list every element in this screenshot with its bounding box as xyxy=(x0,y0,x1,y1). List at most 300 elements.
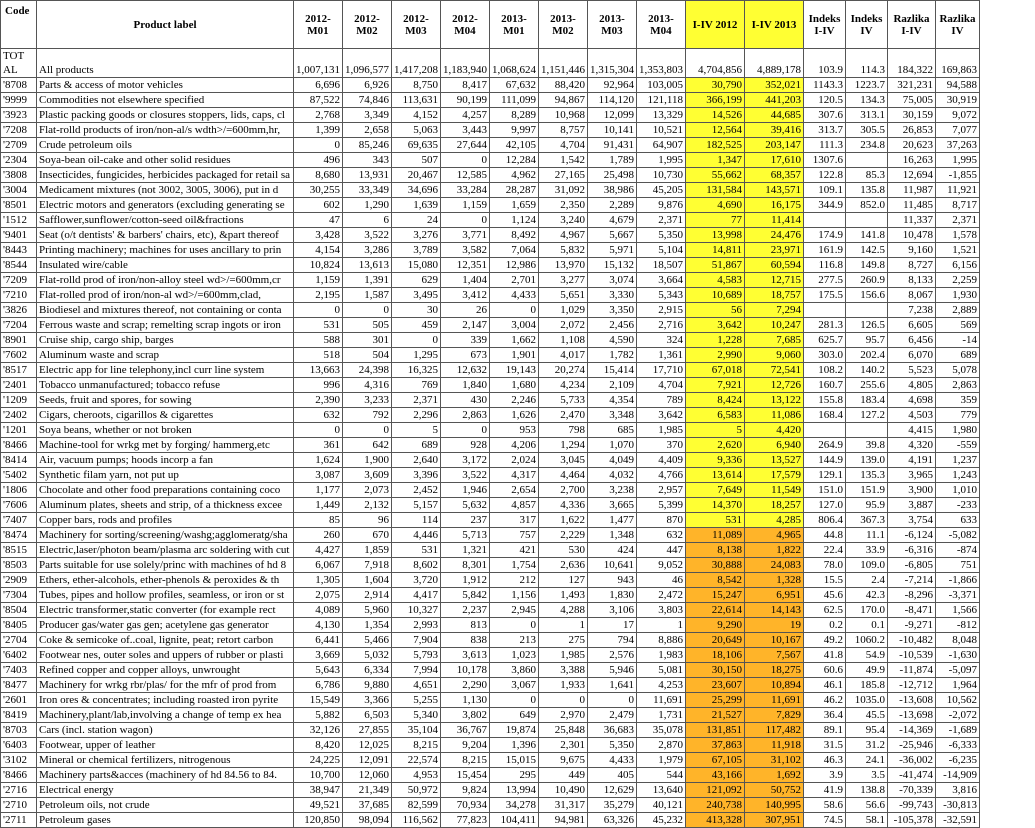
table-row xyxy=(1,483,980,498)
value-cell: 30,159 xyxy=(888,108,936,123)
value-cell: 9,072 xyxy=(936,108,980,123)
value-cell: -36,002 xyxy=(888,753,936,768)
value-cell: -99,743 xyxy=(888,798,936,813)
value-cell: 459 xyxy=(392,318,441,333)
value-cell: 447 xyxy=(637,543,686,558)
period-total-cell: 4,285 xyxy=(745,513,804,528)
value-cell: -812 xyxy=(936,618,980,633)
value-cell: 27,855 xyxy=(343,723,392,738)
value-cell: 11,691 xyxy=(637,693,686,708)
value-cell: 4,032 xyxy=(588,468,637,483)
value-cell: 370 xyxy=(637,438,686,453)
value-cell: 114.3 xyxy=(846,49,888,78)
period-total-cell: 25,299 xyxy=(686,693,745,708)
table-row xyxy=(1,138,980,153)
value-cell: -70,339 xyxy=(888,783,936,798)
period-total-cell: 19 xyxy=(745,618,804,633)
period-total-cell: 441,203 xyxy=(745,93,804,108)
period-total-cell: 55,662 xyxy=(686,168,745,183)
value-cell: 56.6 xyxy=(846,798,888,813)
value-cell: 0 xyxy=(294,423,343,438)
value-cell: 9,204 xyxy=(441,738,490,753)
col-header-highlighted: I-IV 2013 xyxy=(745,1,804,49)
value-cell: 4,320 xyxy=(888,438,936,453)
value-cell: 5,078 xyxy=(936,363,980,378)
value-cell: 2,147 xyxy=(441,318,490,333)
value-cell: 98,094 xyxy=(343,813,392,828)
value-cell: 2,472 xyxy=(637,588,686,603)
value-cell: 1,353,803 xyxy=(637,49,686,78)
value-cell: -8,471 xyxy=(888,603,936,618)
table-row xyxy=(1,768,980,783)
period-total-cell: 4,690 xyxy=(686,198,745,213)
value-cell: 11,337 xyxy=(888,213,936,228)
value-cell: 1223.7 xyxy=(846,78,888,93)
table-row xyxy=(1,573,980,588)
value-cell: 85.3 xyxy=(846,168,888,183)
period-total-cell: 1,328 xyxy=(745,573,804,588)
product-label-cell: Safflower,sunflower/cotton-seed oil&fractions xyxy=(37,213,294,228)
value-cell: 4,415 xyxy=(888,423,936,438)
period-total-cell: 7,685 xyxy=(745,333,804,348)
table-row xyxy=(1,723,980,738)
table-row xyxy=(1,273,980,288)
value-cell: 45.6 xyxy=(804,588,846,603)
value-cell: 12,694 xyxy=(888,168,936,183)
value-cell: 3,754 xyxy=(888,513,936,528)
value-cell: 1,295 xyxy=(392,348,441,363)
value-cell: 135.3 xyxy=(846,468,888,483)
value-cell: 0 xyxy=(294,303,343,318)
period-total-cell: 23,607 xyxy=(686,678,745,693)
value-cell: 63,326 xyxy=(588,813,637,828)
value-cell: -25,946 xyxy=(888,738,936,753)
code-cell: '8901 xyxy=(1,333,37,348)
value-cell: 144.9 xyxy=(804,453,846,468)
table-row xyxy=(1,498,980,513)
value-cell: 34,278 xyxy=(490,798,539,813)
table-row xyxy=(1,93,980,108)
value-cell: 2,470 xyxy=(539,408,588,423)
value-cell: 109.1 xyxy=(804,183,846,198)
value-cell: 156.6 xyxy=(846,288,888,303)
value-cell: 0 xyxy=(343,423,392,438)
period-total-cell: 8,424 xyxy=(686,393,745,408)
value-cell: 260 xyxy=(294,528,343,543)
value-cell: -12,712 xyxy=(888,678,936,693)
value-cell: 1,662 xyxy=(490,333,539,348)
period-total-cell: 9,290 xyxy=(686,618,745,633)
value-cell: -32,591 xyxy=(936,813,980,828)
value-cell: 169,863 xyxy=(936,49,980,78)
period-total-cell: 51,867 xyxy=(686,258,745,273)
code-cell: '8504 xyxy=(1,603,37,618)
value-cell: 1,354 xyxy=(343,618,392,633)
value-cell: 12,351 xyxy=(441,258,490,273)
value-cell: 46.2 xyxy=(804,693,846,708)
product-label-cell: Flat-rolled prod of iron/non-al wd>/=600mm,clad, xyxy=(37,288,294,303)
value-cell: 4,317 xyxy=(490,468,539,483)
value-cell: 27,644 xyxy=(441,138,490,153)
value-cell: 20,274 xyxy=(539,363,588,378)
value-cell: 2,889 xyxy=(936,303,980,318)
value-cell: 202.4 xyxy=(846,348,888,363)
value-cell: 89.1 xyxy=(804,723,846,738)
value-cell: 13,329 xyxy=(637,108,686,123)
value-cell: 4,417 xyxy=(392,588,441,603)
product-label-cell: Footwear nes, outer soles and uppers of rubber or plasti xyxy=(37,648,294,663)
value-cell: 9,675 xyxy=(539,753,588,768)
code-cell: '2709 xyxy=(1,138,37,153)
value-cell: 141.8 xyxy=(846,228,888,243)
code-cell: '8466 xyxy=(1,438,37,453)
value-cell: 70,934 xyxy=(441,798,490,813)
value-cell: 5,793 xyxy=(392,648,441,663)
value-cell: 25,848 xyxy=(539,723,588,738)
value-cell: 1 xyxy=(539,618,588,633)
value-cell: 1,626 xyxy=(490,408,539,423)
period-total-cell: 182,525 xyxy=(686,138,745,153)
value-cell: 170.0 xyxy=(846,603,888,618)
period-total-cell: 11,918 xyxy=(745,738,804,753)
period-total-cell: 30,790 xyxy=(686,78,745,93)
value-cell: 629 xyxy=(392,273,441,288)
value-cell: 24,398 xyxy=(343,363,392,378)
value-cell: 12,025 xyxy=(343,738,392,753)
period-total-cell: 352,021 xyxy=(745,78,804,93)
value-cell: 2,456 xyxy=(588,318,637,333)
value-cell: 1060.2 xyxy=(846,633,888,648)
product-label-cell: All products xyxy=(37,49,294,78)
period-total-cell: 18,275 xyxy=(745,663,804,678)
value-cell: 0 xyxy=(441,423,490,438)
period-total-cell: 39,416 xyxy=(745,123,804,138)
period-total-cell: 1,822 xyxy=(745,543,804,558)
value-cell: 8,757 xyxy=(539,123,588,138)
period-total-cell: 7,649 xyxy=(686,483,745,498)
value-cell: 1307.6 xyxy=(804,153,846,168)
table-row xyxy=(1,528,980,543)
value-cell: 5,466 xyxy=(343,633,392,648)
value-cell: 8,048 xyxy=(936,633,980,648)
value-cell: -6,124 xyxy=(888,528,936,543)
product-label-cell: Mineral or chemical fertilizers, nitrogenous xyxy=(37,753,294,768)
value-cell: 2,072 xyxy=(539,318,588,333)
code-cell: '2601 xyxy=(1,693,37,708)
value-cell: 139.0 xyxy=(846,453,888,468)
value-cell: 13,640 xyxy=(637,783,686,798)
value-cell: 36,767 xyxy=(441,723,490,738)
value-cell: 4,590 xyxy=(588,333,637,348)
product-label-cell: Iron ores & concentrates; including roasted iron pyrite xyxy=(37,693,294,708)
table-row xyxy=(1,153,980,168)
value-cell: -14,909 xyxy=(936,768,980,783)
value-cell: 2,863 xyxy=(441,408,490,423)
value-cell: 9,997 xyxy=(490,123,539,138)
value-cell: 3,238 xyxy=(588,483,637,498)
period-total-cell: 117,482 xyxy=(745,723,804,738)
value-cell: 103,005 xyxy=(637,78,686,93)
value-cell: 12,284 xyxy=(490,153,539,168)
value-cell: 4,805 xyxy=(888,378,936,393)
product-label-cell: Printing machinery; machines for uses ancillary to prin xyxy=(37,243,294,258)
value-cell: 2,290 xyxy=(441,678,490,693)
value-cell: 10,521 xyxy=(637,123,686,138)
period-total-cell: 24,083 xyxy=(745,558,804,573)
value-cell: 3,348 xyxy=(588,408,637,423)
value-cell: -30,813 xyxy=(936,798,980,813)
value-cell: 5,104 xyxy=(637,243,686,258)
period-total-cell: 10,247 xyxy=(745,318,804,333)
value-cell: 3,802 xyxy=(441,708,490,723)
product-label-cell: Machinery parts&acces (machinery of hd 84.56 to 84. xyxy=(37,768,294,783)
period-total-cell: 18,757 xyxy=(745,288,804,303)
value-cell: 9,824 xyxy=(441,783,490,798)
value-cell: 5,399 xyxy=(637,498,686,513)
product-label-cell: Petroleum oils, not crude xyxy=(37,798,294,813)
value-cell: 275 xyxy=(539,633,588,648)
period-total-cell: 10,894 xyxy=(745,678,804,693)
value-cell: 642 xyxy=(343,438,392,453)
value-cell: -10,539 xyxy=(888,648,936,663)
period-total-cell: 143,571 xyxy=(745,183,804,198)
code-cell: '8474 xyxy=(1,528,37,543)
value-cell: 7,238 xyxy=(888,303,936,318)
value-cell: 2,654 xyxy=(490,483,539,498)
col-header: 2012- M01 xyxy=(294,1,343,49)
value-cell: 24.1 xyxy=(846,753,888,768)
value-cell: 151.9 xyxy=(846,483,888,498)
value-cell: 0 xyxy=(490,618,539,633)
value-cell: 307.6 xyxy=(804,108,846,123)
value-cell: 185.8 xyxy=(846,678,888,693)
table-row xyxy=(1,813,980,828)
value-cell: 10,641 xyxy=(588,558,637,573)
table-row xyxy=(1,423,980,438)
value-cell: -559 xyxy=(936,438,980,453)
value-cell: 90,199 xyxy=(441,93,490,108)
value-cell: 50,972 xyxy=(392,783,441,798)
value-cell: 3,045 xyxy=(539,453,588,468)
value-cell: -5,097 xyxy=(936,663,980,678)
period-total-cell: 68,357 xyxy=(745,168,804,183)
value-cell: 46.3 xyxy=(804,753,846,768)
value-cell: 175.5 xyxy=(804,288,846,303)
period-total-cell: 50,752 xyxy=(745,783,804,798)
product-label-cell: Soya-bean oil-cake and other solid residues xyxy=(37,153,294,168)
value-cell: 35,104 xyxy=(392,723,441,738)
period-total-cell: 6,951 xyxy=(745,588,804,603)
period-total-cell: 131,851 xyxy=(686,723,745,738)
value-cell: 2,768 xyxy=(294,108,343,123)
product-label-cell: Electric,laser/photon beam/plasma arc soldering with cut xyxy=(37,543,294,558)
period-total-cell: 17,579 xyxy=(745,468,804,483)
value-cell: 1,404 xyxy=(441,273,490,288)
value-cell: 41.8 xyxy=(804,648,846,663)
product-label-cell: Petroleum gases xyxy=(37,813,294,828)
value-cell: 5,960 xyxy=(343,603,392,618)
value-cell: 142.5 xyxy=(846,243,888,258)
table-row xyxy=(1,288,980,303)
table-row xyxy=(1,588,980,603)
period-total-cell: 6,940 xyxy=(745,438,804,453)
period-total-cell: 5 xyxy=(686,423,745,438)
value-cell: -14 xyxy=(936,333,980,348)
value-cell: 1,964 xyxy=(936,678,980,693)
value-cell: 0 xyxy=(539,693,588,708)
table-row xyxy=(1,378,980,393)
value-cell: 4,253 xyxy=(637,678,686,693)
table-row xyxy=(1,408,980,423)
period-total-cell: 11,089 xyxy=(686,528,745,543)
value-cell: 116.8 xyxy=(804,258,846,273)
value-cell: 3,172 xyxy=(441,453,490,468)
value-cell: 151.0 xyxy=(804,483,846,498)
value-cell: 74,846 xyxy=(343,93,392,108)
value-cell: 15,015 xyxy=(490,753,539,768)
value-cell: 1,124 xyxy=(490,213,539,228)
value-cell: 8,717 xyxy=(936,198,980,213)
code-cell: '8708 xyxy=(1,78,37,93)
table-row xyxy=(1,78,980,93)
value-cell: 2,132 xyxy=(343,498,392,513)
value-cell: 4,154 xyxy=(294,243,343,258)
product-label-cell: Ferrous waste and scrap; remelting scrap ingots or iron xyxy=(37,318,294,333)
value-cell: 1,639 xyxy=(392,198,441,213)
code-cell: '8544 xyxy=(1,258,37,273)
period-total-cell: 240,738 xyxy=(686,798,745,813)
value-cell: 3,642 xyxy=(637,408,686,423)
code-cell: '5402 xyxy=(1,468,37,483)
value-cell: 5,882 xyxy=(294,708,343,723)
value-cell: 4,704 xyxy=(637,378,686,393)
value-cell: 3,789 xyxy=(392,243,441,258)
value-cell: 1,901 xyxy=(490,348,539,363)
product-label-cell: Electric motors and generators (excluding generating se xyxy=(37,198,294,213)
value-cell: 6,503 xyxy=(343,708,392,723)
value-cell: 85,246 xyxy=(343,138,392,153)
value-cell: 127 xyxy=(539,573,588,588)
table-row xyxy=(1,393,980,408)
value-cell: 4,191 xyxy=(888,453,936,468)
value-cell: 44.8 xyxy=(804,528,846,543)
value-cell: 1,108 xyxy=(539,333,588,348)
value-cell: 1,731 xyxy=(637,708,686,723)
value-cell: 2,870 xyxy=(637,738,686,753)
value-cell: 1,622 xyxy=(539,513,588,528)
value-cell: 794 xyxy=(588,633,637,648)
period-total-cell: 203,147 xyxy=(745,138,804,153)
col-header: Razlika I-IV xyxy=(888,1,936,49)
value-cell: 1,348 xyxy=(588,528,637,543)
value-cell: -13,698 xyxy=(888,708,936,723)
value-cell: 4,089 xyxy=(294,603,343,618)
value-cell xyxy=(846,153,888,168)
value-cell: 3,522 xyxy=(343,228,392,243)
period-total-cell: 31,102 xyxy=(745,753,804,768)
value-cell: 35,279 xyxy=(588,798,637,813)
col-header: 2013- M03 xyxy=(588,1,637,49)
value-cell: 114,120 xyxy=(588,93,637,108)
period-total-cell: 14,526 xyxy=(686,108,745,123)
value-cell: 3,388 xyxy=(539,663,588,678)
product-label-cell: Machinery,plant/lab,involving a change of temp ex hea xyxy=(37,708,294,723)
value-cell: 33.9 xyxy=(846,543,888,558)
product-label-cell: Cars (incl. station wagon) xyxy=(37,723,294,738)
table-row xyxy=(1,738,980,753)
value-cell: 5,733 xyxy=(539,393,588,408)
value-cell: 12,585 xyxy=(441,168,490,183)
value-cell: 1,979 xyxy=(637,753,686,768)
value-cell: 30 xyxy=(392,303,441,318)
value-cell: 6,334 xyxy=(343,663,392,678)
code-cell: '2402 xyxy=(1,408,37,423)
value-cell: 625.7 xyxy=(804,333,846,348)
value-cell: 317 xyxy=(490,513,539,528)
value-cell: -6,316 xyxy=(888,543,936,558)
value-cell: 751 xyxy=(936,558,980,573)
value-cell: 10,490 xyxy=(539,783,588,798)
value-cell: 5,832 xyxy=(539,243,588,258)
table-row xyxy=(1,213,980,228)
period-total-cell: 60,594 xyxy=(745,258,804,273)
value-cell: 0 xyxy=(392,333,441,348)
value-cell: 5 xyxy=(392,423,441,438)
value-cell: 1,782 xyxy=(588,348,637,363)
value-cell: 5,842 xyxy=(441,588,490,603)
value-cell: 15.5 xyxy=(804,573,846,588)
value-cell: 10,562 xyxy=(936,693,980,708)
period-total-cell: 8,542 xyxy=(686,573,745,588)
table-row xyxy=(1,678,980,693)
value-cell: 405 xyxy=(588,768,637,783)
value-cell: 13,931 xyxy=(343,168,392,183)
value-cell: 27,165 xyxy=(539,168,588,183)
value-cell: 6 xyxy=(343,213,392,228)
value-cell: 4,766 xyxy=(637,468,686,483)
value-cell: -5,082 xyxy=(936,528,980,543)
value-cell: 2.4 xyxy=(846,573,888,588)
value-cell: 22.4 xyxy=(804,543,846,558)
value-cell: 45,232 xyxy=(637,813,686,828)
value-cell: 30,255 xyxy=(294,183,343,198)
value-cell: 54.9 xyxy=(846,648,888,663)
value-cell: 113,631 xyxy=(392,93,441,108)
value-cell: 17 xyxy=(588,618,637,633)
value-cell: 7,904 xyxy=(392,633,441,648)
value-cell: -7,214 xyxy=(888,573,936,588)
value-cell: 3,900 xyxy=(888,483,936,498)
value-cell: 5,081 xyxy=(637,663,686,678)
value-cell: 649 xyxy=(490,708,539,723)
value-cell: 3,803 xyxy=(637,603,686,618)
value-cell: 313.7 xyxy=(804,123,846,138)
value-cell: 94,981 xyxy=(539,813,588,828)
value-cell: -6,805 xyxy=(888,558,936,573)
value-cell: 689 xyxy=(392,438,441,453)
value-cell: 3,669 xyxy=(294,648,343,663)
value-cell: 10,178 xyxy=(441,663,490,678)
value-cell: 1,830 xyxy=(588,588,637,603)
value-cell: 5,946 xyxy=(588,663,637,678)
value-cell: -13,608 xyxy=(888,693,936,708)
value-cell: -1,855 xyxy=(936,168,980,183)
value-cell: 0.1 xyxy=(846,618,888,633)
code-cell: '7209 xyxy=(1,273,37,288)
value-cell: 344.9 xyxy=(804,198,846,213)
value-cell: 260.9 xyxy=(846,273,888,288)
value-cell: 779 xyxy=(936,408,980,423)
